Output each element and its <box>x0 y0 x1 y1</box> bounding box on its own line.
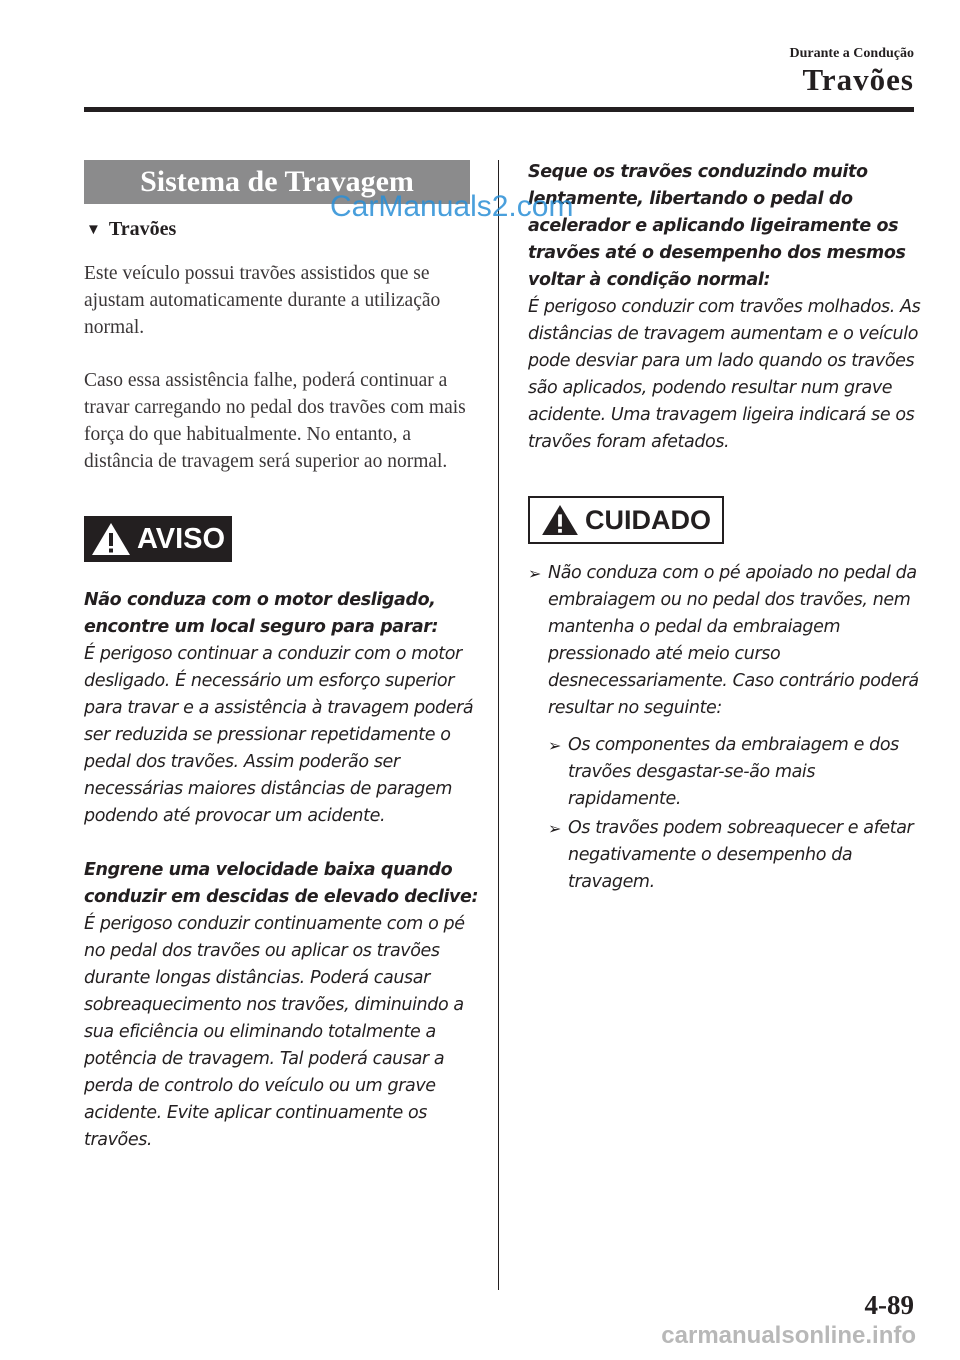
caution-sub-text: Os componentes da embraiagem e dos travões desgastar-se-ão mais rapidamente. <box>568 735 899 809</box>
subheading-text: Travões <box>108 218 177 240</box>
warning-list-right <box>528 159 928 456</box>
caution-sub-item <box>548 732 920 813</box>
warning-text: É perigoso conduzir com travões molhados. As distâncias de travagem aumentam e o veículo pode desviar para um lado quando os travões são aplicados, podendo resultar num grave acidente. Uma travagem ligeira indicará se os travões foram afetados. <box>528 297 921 452</box>
warning-list-left <box>84 587 489 1154</box>
watermark-top: CarManuals2.com <box>330 190 574 223</box>
warning-heading: Engrene uma velocidade baixa quando conduzir em descidas de elevado declive: <box>84 860 479 907</box>
header-title: Travões <box>802 62 914 97</box>
warning-text: É perigoso continuar a conduzir com o motor desligado. É necessário um esforço superior para travar e a assistência à travagem poderá ser reduzida se pressionar repetidamente o pedal dos travões. Assim poderão ser necessárias maiores distâncias de paragem podendo até provocar um acidente. <box>84 644 474 826</box>
warning-triangle-icon <box>541 504 579 536</box>
warning-triangle-icon <box>91 522 131 556</box>
caution-list <box>528 560 920 898</box>
subheading <box>86 218 176 241</box>
caution-sub-list <box>548 732 920 896</box>
warning-item <box>528 159 928 456</box>
column-divider <box>498 160 499 1290</box>
triangle-down-icon: ▼ <box>86 222 101 238</box>
caution-main-text: Não conduza com o pé apoiado no pedal da embraiagem ou no pedal dos travões, nem mantenha o pedal da embraiagem pressionado até meio curso desnecessariamente. Caso contrário poderá resultar no seguinte: <box>548 563 919 718</box>
caution-sub-item <box>548 815 920 896</box>
page-number: 4-89 <box>864 1290 914 1320</box>
caution-label-text: CUIDADO <box>585 504 711 535</box>
warning-item <box>84 587 489 830</box>
warning-label <box>84 516 232 562</box>
intro-paragraph-2: Caso essa assistência falhe, poderá continuar a travar carregando no pedal dos travões com mais força do que habitualmente. No entanto, a distância de travagem será superior ao normal. <box>84 370 466 472</box>
warning-text: É perigoso conduzir continuamente com o pé no pedal dos travões ou aplicar os travões durante longas distâncias. Poderá causar sobreaquecimento nos travões, diminuindo a sua eficiência ou eliminando totalmente a potência de travagem. Tal poderá causar a perda de controlo do veículo ou um grave acidente. Evite aplicar continuamente os travões. <box>84 914 465 1150</box>
caution-label <box>528 496 724 544</box>
warning-item <box>84 857 489 1154</box>
warning-label-text: AVISO <box>136 522 226 555</box>
section-banner: Sistema de Travagem <box>84 160 470 204</box>
arrow-bullet-icon: ➢ <box>548 736 562 755</box>
arrow-bullet-icon: ➢ <box>528 564 542 583</box>
arrow-bullet-icon: ➢ <box>548 819 562 838</box>
caution-sub-text: Os travões podem sobreaquecer e afetar negativamente o desempenho da travagem. <box>568 818 914 892</box>
intro-paragraph-1: Este veículo possui travões assistidos que se ajustam automaticamente durante a utilização normal. <box>84 263 441 338</box>
caution-item <box>528 560 920 722</box>
header-section-label: Durante a Condução <box>789 46 914 61</box>
header-rule <box>84 107 914 112</box>
watermark-bottom: carmanualsonline.info <box>661 1322 916 1349</box>
warning-heading: Não conduza com o motor desligado, encontre um local seguro para parar: <box>84 590 439 637</box>
warning-heading: Seque os travões conduzindo muito lentamente, libertando o pedal do acelerador e aplicando ligeiramente os travões até o desempenho dos mesmos voltar à condição normal: <box>528 162 906 290</box>
